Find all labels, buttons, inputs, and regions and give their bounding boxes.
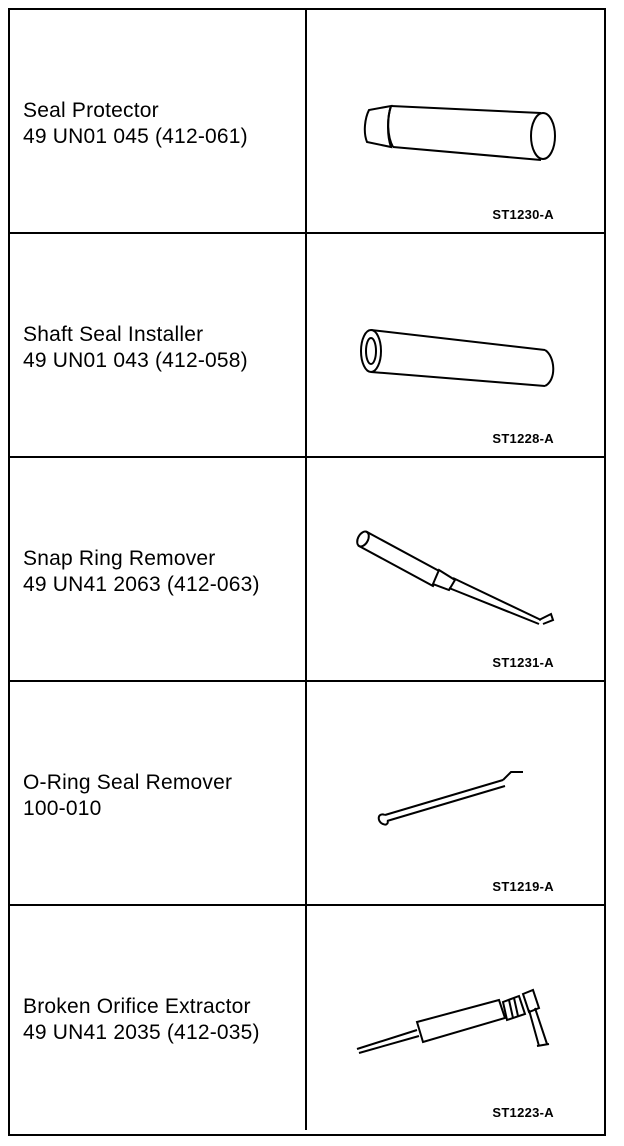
tool-description-cell	[10, 906, 307, 1130]
tool-illustration-cell	[307, 458, 604, 680]
tool-part-number: 49 UN41 2035 (412-035)	[23, 1021, 260, 1044]
seal-protector-icon	[307, 10, 605, 232]
tool-figure-code: ST1223-A	[492, 1105, 554, 1120]
tool-part-number: 49 UN01 043 (412-058)	[23, 349, 248, 372]
tool-illustration-cell	[307, 10, 604, 232]
tool-figure-code: ST1219-A	[492, 879, 554, 894]
tool-part-number: 49 UN01 045 (412-061)	[23, 125, 248, 148]
special-tools-table	[8, 8, 606, 1136]
tool-figure-code: ST1228-A	[492, 431, 554, 446]
tool-part-number: 100-010	[23, 797, 102, 820]
tool-label	[23, 98, 248, 150]
shaft-seal-installer-icon	[307, 234, 605, 456]
tool-row	[10, 458, 604, 682]
tool-part-number: 49 UN41 2063 (412-063)	[23, 573, 260, 596]
tool-row	[10, 234, 604, 458]
tool-name: Broken Orifice Extractor	[23, 995, 251, 1018]
tool-label	[23, 994, 260, 1046]
tool-illustration-cell	[307, 234, 604, 456]
tool-illustration-cell	[307, 682, 604, 904]
tool-name: O-Ring Seal Remover	[23, 771, 233, 794]
tool-figure-code: ST1231-A	[492, 655, 554, 670]
tool-name: Snap Ring Remover	[23, 547, 216, 570]
tool-label	[23, 546, 260, 598]
tool-description-cell	[10, 682, 307, 904]
tool-row	[10, 10, 604, 234]
snap-ring-remover-icon	[307, 458, 605, 680]
tool-illustration-cell	[307, 906, 604, 1130]
tool-name: Shaft Seal Installer	[23, 323, 204, 346]
o-ring-seal-remover-icon	[307, 682, 605, 904]
tool-row	[10, 682, 604, 906]
tool-description-cell	[10, 234, 307, 456]
tool-figure-code: ST1230-A	[492, 207, 554, 222]
tool-description-cell	[10, 10, 307, 232]
tool-description-cell	[10, 458, 307, 680]
tool-row	[10, 906, 604, 1130]
tool-label	[23, 770, 232, 822]
tool-name: Seal Protector	[23, 99, 159, 122]
tool-label	[23, 322, 248, 374]
broken-orifice-extractor-icon	[307, 906, 605, 1128]
